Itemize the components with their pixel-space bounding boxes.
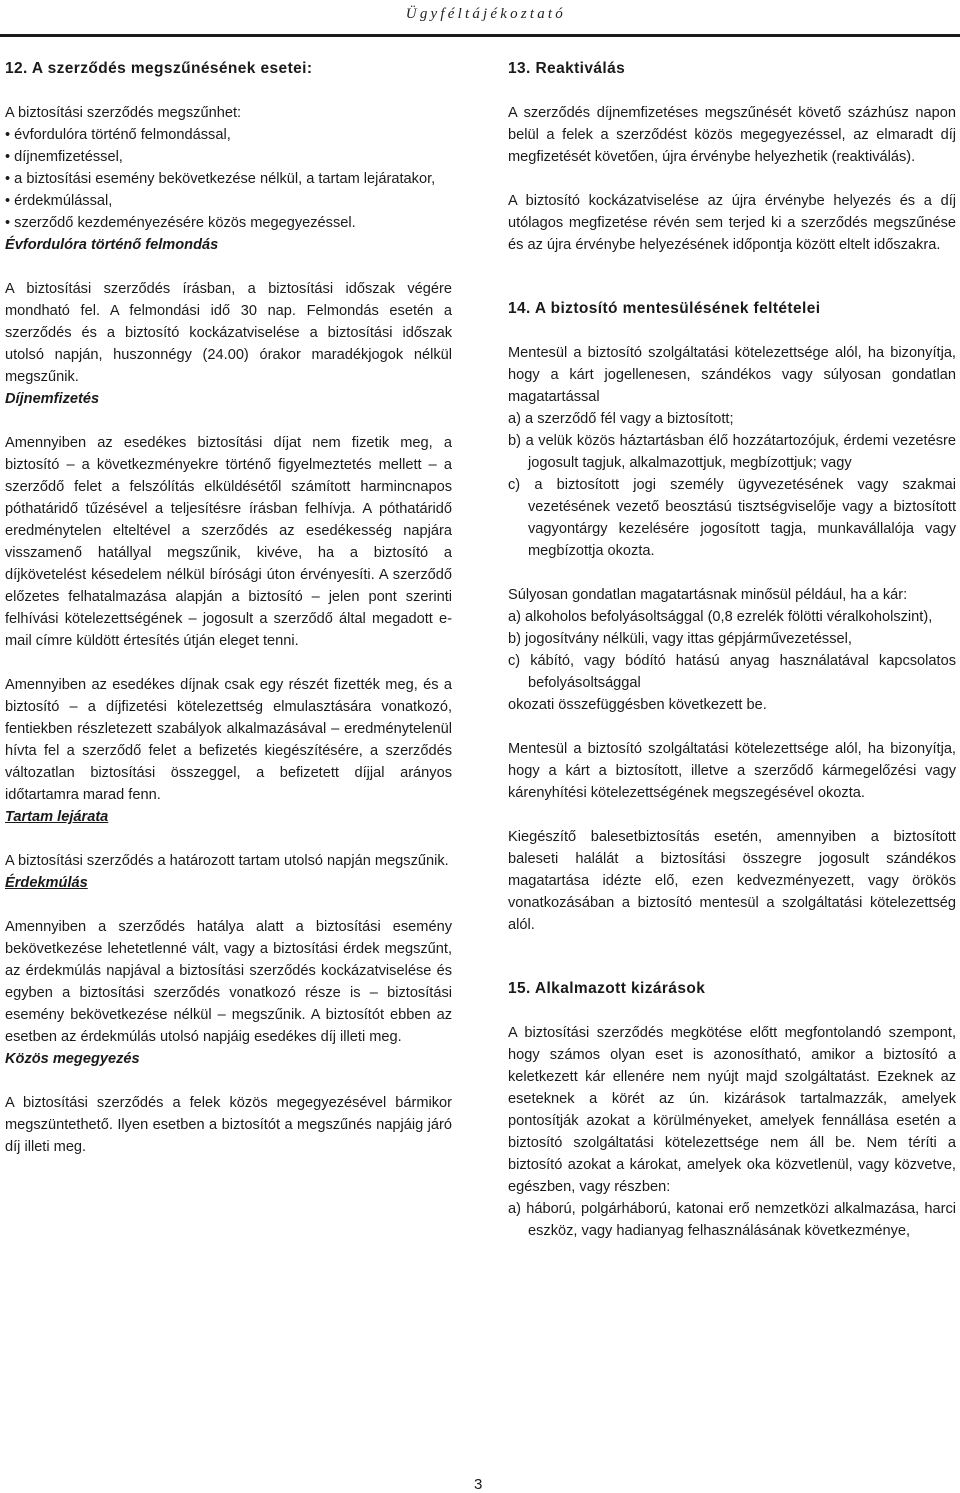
list-item: • érdekmúlással, [5, 190, 452, 212]
list-item: c) kábító, vagy bódító hatású anyag használatával kapcsolatos befolyásoltsággal [508, 653, 956, 691]
paragraph: A szerződés díjnemfizetéses megszűnését követő százhúsz napon belül a felek a szerződést közös megegyezéssel, az elmaradt díj megfizetését követően, újra érvénybe helyezhetik (reaktiválás). [508, 105, 956, 165]
list-item: • a biztosítási esemény bekövetkezése nélkül, a tartam lejáratakor, [5, 168, 452, 190]
paragraph: Mentesül a biztosító szolgáltatási kötelezettsége alól, ha bizonyítja, hogy a kárt jogellenesen, szándékos vagy súlyosan gondatlan magatartással [508, 345, 956, 405]
paragraph: Amennyiben a szerződés hatálya alatt a biztosítási esemény bekövetkezése lehetetlenné vált, vagy a biztosítási érdek megszűnt, az érdekmúlás napjával a biztosítási szerződés kockázatviselése és egyben a biztosítási szerződés vonatkozó része is – biztosítási esemény bekövetkezése nélkül – megszűnik. A biztosítót ebben az esetben az érdekmúlás utolsó napjáig esedékes díj illeti meg. [5, 919, 452, 1045]
paragraph: A biztosítási szerződés a határozott tartam utolsó napján megszűnik. [5, 853, 449, 869]
paragraph: Amennyiben az esedékes biztosítási díjat nem fizetik meg, a biztosító – a következményekre történő figyelmeztetés mellett – a szerződő felet a felszólítás elküldésétől számított harmincnapos póthatáridő tűzésével a teljesítésre írásban felhívja. A póthatáridő eredménytelen elteltével a szerződés az esedékesség napjára visszamenő hatállyal megszűnik, kivéve, ha a biztosító a díjkövetelést késedelem nélkül bírósági úton érvényesíti. A szerződő előzetes felhatalmazása alapján a biztosító – jelen pont szerinti felhívási kötelezettségének – jogosult a szerződő által megadott e-mail címre küldött értesítés útján eleget tenni. [5, 435, 452, 649]
subheading-evfordulo: Évfordulóra történő felmondás [5, 237, 219, 253]
exclusion-list [508, 1198, 956, 1242]
subheading-dijnemfizetes: Díjnemfizetés [5, 391, 100, 407]
right-column [508, 58, 956, 1242]
paragraph: A biztosító kockázatviselése az újra érvénybe helyezés és a díj utólagos megfizetése révén sem terjed ki a szerződés megszűnése és az újra érvénybe helyezésének időpontja között eltelt időszakra. [508, 193, 956, 253]
section-14-title: 14. A biztosító mentesülésének feltételei [508, 300, 821, 317]
subheading-kozos: Közös megegyezés [5, 1051, 140, 1067]
list-item: • díjnemfizetéssel, [5, 146, 452, 168]
running-header: Ügyféltájékoztató [405, 6, 566, 22]
section-12-title: 12. A szerződés megszűnésének esetei: [5, 60, 313, 77]
subheading-tartam: Tartam lejárata [5, 809, 109, 825]
subheading-erdekmulas: Érdekmúlás [5, 875, 88, 891]
paragraph: A biztosítási szerződés megkötése előtt megfontolandó szempont, hogy számos olyan eset is azonosítható, amikor a biztosító a keletkezett kár ellenére nem nyújt majd szolgáltatást. Ezeknek az eseteknek a körét az ún. kizárások tartalmazzák, amelyek pontosítják azokat a körülményeket, amelyek fennállása esetén a biztosító szolgáltatási kötelezettsége nem áll be. Nem téríti a biztosító azokat a károkat, amelyek oka közvetlenül, vagy közvetve, egészben, vagy részben: [508, 1025, 956, 1195]
negligence-list [508, 606, 956, 694]
list-item: • szerződő kezdeményezésére közös megegyezéssel. [5, 212, 452, 234]
paragraph: Mentesül a biztosító szolgáltatási kötelezettsége alól, ha bizonyítja, hogy a kárt a biztosított, illetve a szerződő kármegelőzési vagy kárenyhítési kötelezettségének megszegésével okozta. [508, 741, 956, 801]
section-13-title: 13. Reaktiválás [508, 60, 626, 77]
list-item: b) jogosítvány nélküli, vagy ittas gépjárművezetéssel, [508, 631, 852, 647]
paragraph: okozati összefüggésben következett be. [508, 697, 767, 713]
left-column [5, 58, 452, 1158]
paragraph: A biztosítási szerződés írásban, a biztosítási időszak végére mondható fel. A felmondási idő 30 nap. Felmondás esetén a szerződés és a biztosító kockázatviselése a biztosítási időszak utolsó napján, huszonnégy (24.00) órakor maradékjogok nélkül megszűnik. [5, 281, 452, 385]
section-12-intro: A biztosítási szerződés megszűnhet: [5, 105, 242, 121]
list-item: b) a velük közös háztartásban élő hozzátartozójuk, érdemi vezetésre jogosult tagjuk, alkalmazottjuk, megbízottjuk; vagy [508, 433, 956, 471]
list-item: • évfordulóra történő felmondással, [5, 124, 452, 146]
paragraph: Amennyiben az esedékes díjnak csak egy részét fizették meg, és a biztosító – a díjfizetési kötelezettség elmulasztására vonatkozó, fentiekben részletezett szabályok alkalmazásával – eredménytelenül hívta fel a szerződő felet a befizetés kiegészítésére, a szerződés változatlan biztosítási összeggel, a befizetett díjjal arányos időtartamra marad fenn. [5, 677, 452, 803]
page-number: 3 [474, 1476, 483, 1493]
list-item: c) a biztosított jogi személy ügyvezetésének vagy szakmai vezetésének vezető beosztású tisztségviselője vagy a biztosított vagyontárgy kezelésére jogosított tagja, munkavállalója vagy megbízottja okozta. [508, 477, 956, 559]
list-item: a) alkoholos befolyásoltsággal (0,8 ezrelék fölötti véralkoholszint), [508, 609, 933, 625]
section-15-title: 15. Alkalmazott kizárások [508, 980, 706, 997]
paragraph: Súlyosan gondatlan magatartásnak minősül például, ha a kár: [508, 587, 908, 603]
list-item: a) a szerződő fél vagy a biztosított; [508, 411, 734, 427]
paragraph: A biztosítási szerződés a felek közös megegyezésével bármikor megszüntethető. Ilyen esetben a biztosítót a megszűnés napjáig járó díj illeti meg. [5, 1095, 452, 1155]
termination-list [5, 124, 452, 234]
actor-list [508, 408, 956, 562]
header-rule [0, 34, 960, 37]
list-item: a) háború, polgárháború, katonai erő nemzetközi alkalmazása, harci eszköz, vagy hadianyag felhasználásának következménye, [508, 1201, 956, 1239]
paragraph: Kiegészítő balesetbiztosítás esetén, amennyiben a biztosított baleseti halálát a biztosítási összegre jogosult szándékos magatartása idézte elő, ezen kedvezményezett, vagy örökös vonatkozásában a biztosító mentesül a szolgáltatási kötelezettség alól. [508, 829, 956, 933]
